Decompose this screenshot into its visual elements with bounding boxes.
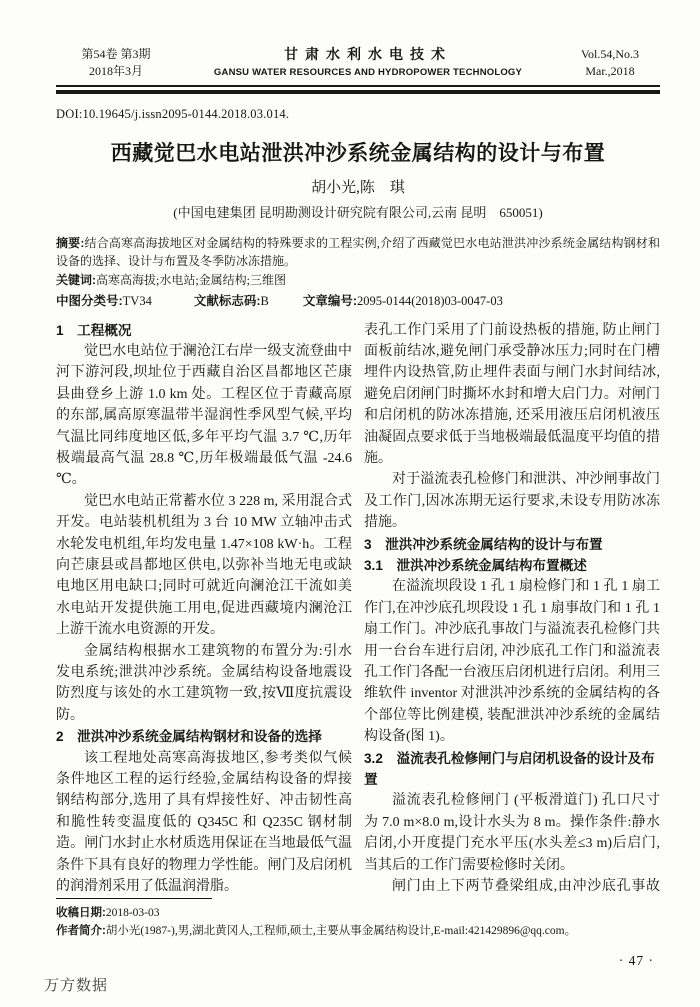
section-heading-3: 3 泄洪冲沙系统金属结构的设计与布置: [364, 536, 603, 552]
abstract-label: 摘要:: [56, 235, 85, 250]
doc-code-item: [194, 292, 269, 311]
doc-code-value: B: [260, 294, 269, 308]
journal-title-en: GANSU WATER RESOURCES AND HYDROPOWER TECHNOLOGY: [213, 67, 523, 78]
journal-header: [56, 46, 660, 80]
body-paragraph: 溢流表孔检修闸门 (平板滑道门) 孔口尺寸为 7.0 m×8.0 m,设计水头为 8 m。操作条件:静水启闭,小开度提门充水平压(水头差≤3 m)后启门,当其后的工作门需要检修时关闭。: [364, 793, 660, 873]
abstract-block: [56, 234, 660, 311]
issue-volume-cn: 第54卷 第3期: [81, 47, 151, 61]
received-date-value: 2018-03-03: [105, 907, 160, 919]
body-paragraph: 对于溢流表孔检修门和泄洪、冲沙闸事故门及工作门,因冰冻期无运行要求,未设专用防冰冻措施。: [364, 472, 660, 531]
author-bio-label: 作者简介:: [56, 925, 106, 937]
body-paragraph-continuation: 表孔工作门采用了门前设热板的措施, 防止闸门面板前结冰,避免闸门承受静冰压力;同时在门槽埋件内设热管,防止埋件表面与闸门水封间结冰,避免启闭闸门时撕坏水封和增大启门力。对闸门和启闭机的防冰冻措施, 还采用液压启闭机液压油凝固点要求低于当地极端最低温度平均值的措施。: [364, 322, 660, 466]
body-paragraph: 在溢流坝段设 1 孔 1 扇检修门和 1 孔 1 扇工作门,在冲沙底孔坝段设 1 孔 1 扇事故门和 1 孔 1 扇工作门。冲沙底孔事故门与溢流表孔检修门共用一台台车进行启闭, 冲沙底孔工作门和溢流表孔工作门各配一台液压启闭机进行启闭。利用三维软件 inventor 对泄洪冲沙系统的金属结构的各个部位等比例建模, 装配泄洪冲沙系统的金属结构设备(图 1)。: [364, 579, 660, 745]
body-paragraph: 觉巴水电站正常蓄水位 3 228 m, 采用混合式开发。电站装机机组为 3 台 10 MW 立轴冲击式水轮发电机组,年均发电量 1.47×108 kW·h。工程向芒康县或昌都地区供电,以弥补当地无电或缺电地区用电缺口;同时可就近向澜沧江干流如美水电站开发提供施工用电,促进西藏境内澜沧江上游干流水电资源的开发。: [56, 493, 352, 638]
article-id-item: [303, 292, 503, 311]
section-heading-3-2: 3.2 溢流表孔检修闸门与启闭机设备的设计及布置: [364, 750, 655, 788]
abstract-text: 结合高寒高海拔地区对金属结构的特殊要求的工程实例,介绍了西藏觉巴水电站泄洪冲沙系统金属结构钢材和设备的选择、设计与布置及冬季防冰冻措施。: [56, 235, 660, 268]
received-date-line: [56, 904, 660, 922]
header-rule-thick: [56, 90, 660, 94]
section-heading-1: 1 工程概况: [56, 322, 132, 338]
section-heading-3-1: 3.1 泄洪冲沙系统金属结构布置概述: [364, 557, 587, 573]
doc-code-label: 文献标志码:: [193, 294, 261, 308]
doi-line: DOI:10.19645/j.issn2095-0144.2018.03.014.: [56, 106, 290, 121]
header-issue-block: [56, 46, 176, 80]
header-rule-thin: [56, 85, 660, 87]
author-bio-value: 胡小光(1987-),男,湖北黄冈人,工程师,硕士,主要从事金属结构设计,E-mail:421429896@qq.com。: [105, 925, 577, 937]
clc-value: TV34: [122, 294, 152, 308]
body-paragraph: 闸门由上下两节叠梁组成,由冲沙底孔事故: [392, 879, 660, 895]
body-columns: [56, 320, 660, 896]
issue-date-en: Mar.,2018: [585, 64, 635, 78]
keywords-text: 高寒高海拔;水电站;金属结构;三维图: [96, 272, 287, 287]
article-title: 西藏觉巴水电站泄洪冲沙系统金属结构的设计与布置: [110, 140, 606, 165]
left-column: [56, 320, 352, 896]
issue-date-cn: 2018年3月: [88, 64, 143, 78]
article-id-value: 2095-0144(2018)03-0047-03: [357, 294, 503, 308]
body-paragraph: 金属结构根据水工建筑物的布置分为:引水发电系统;泄洪冲沙系统。金属结构设备地震设防烈度与该处的水工建筑物一致,按Ⅶ度抗震设防。: [56, 643, 352, 723]
journal-title-cn: 甘肃水利水电技术: [284, 48, 452, 63]
footnote-rule: [56, 898, 212, 900]
body-paragraph: 觉巴水电站位于澜沧江右岸一级支流登曲中河下游河段,坝址位于西藏自治区昌都地区芒康县曲登乡上游 1.0 km 处。工程区位于青藏高原的东部,属高原寒温带半湿润性季风型气候,平均气温比同纬度地区低,多年平均气温 3.7 ℃,历年极端最高气温 28.8 ℃,历年极端最低气温 -24.6 ℃。: [56, 343, 352, 488]
issue-volume-en: Vol.54,No.3: [580, 47, 640, 61]
article-affiliation: (中国电建集团 昆明勘测设计研究院有限公司,云南 昆明 650051): [173, 204, 543, 220]
received-date-label: 收稿日期:: [56, 907, 106, 919]
clc-item: [56, 292, 152, 311]
article-id-label: 文章编号:: [302, 294, 358, 308]
article-authors: 胡小光,陈 琪: [311, 179, 405, 196]
classification-row: [56, 292, 660, 311]
abstract-paragraph: [56, 234, 660, 271]
wanfang-watermark: 万方数据: [44, 977, 109, 994]
right-column: [364, 320, 660, 896]
journal-title-block: [176, 47, 560, 80]
keywords-label: 关键词:: [56, 272, 96, 287]
clc-label: 中图分类号:: [56, 294, 123, 308]
body-paragraph: 该工程地处高寒高海拔地区,参考类似气候条件地区工程的运行经验,金属结构设备的焊接钢结构部分,选用了具有焊接性好、冲击韧性高和脆性转变温度低的 Q345C 和 Q235C 钢材制造。闸门水封止水材质选用保证在当地最低气温条件下具有良好的物理力学性能。闸门及启闭机的润滑剂采用了低温润滑脂。: [56, 750, 352, 895]
header-vol-block: [560, 46, 660, 80]
footnote-block: [56, 898, 660, 941]
keywords-paragraph: [56, 271, 660, 290]
author-bio-line: [56, 922, 660, 940]
page-number: · 47 ·: [618, 953, 654, 968]
section-heading-2: 2 泄洪冲沙系统金属结构钢材和设备的选择: [56, 729, 322, 745]
